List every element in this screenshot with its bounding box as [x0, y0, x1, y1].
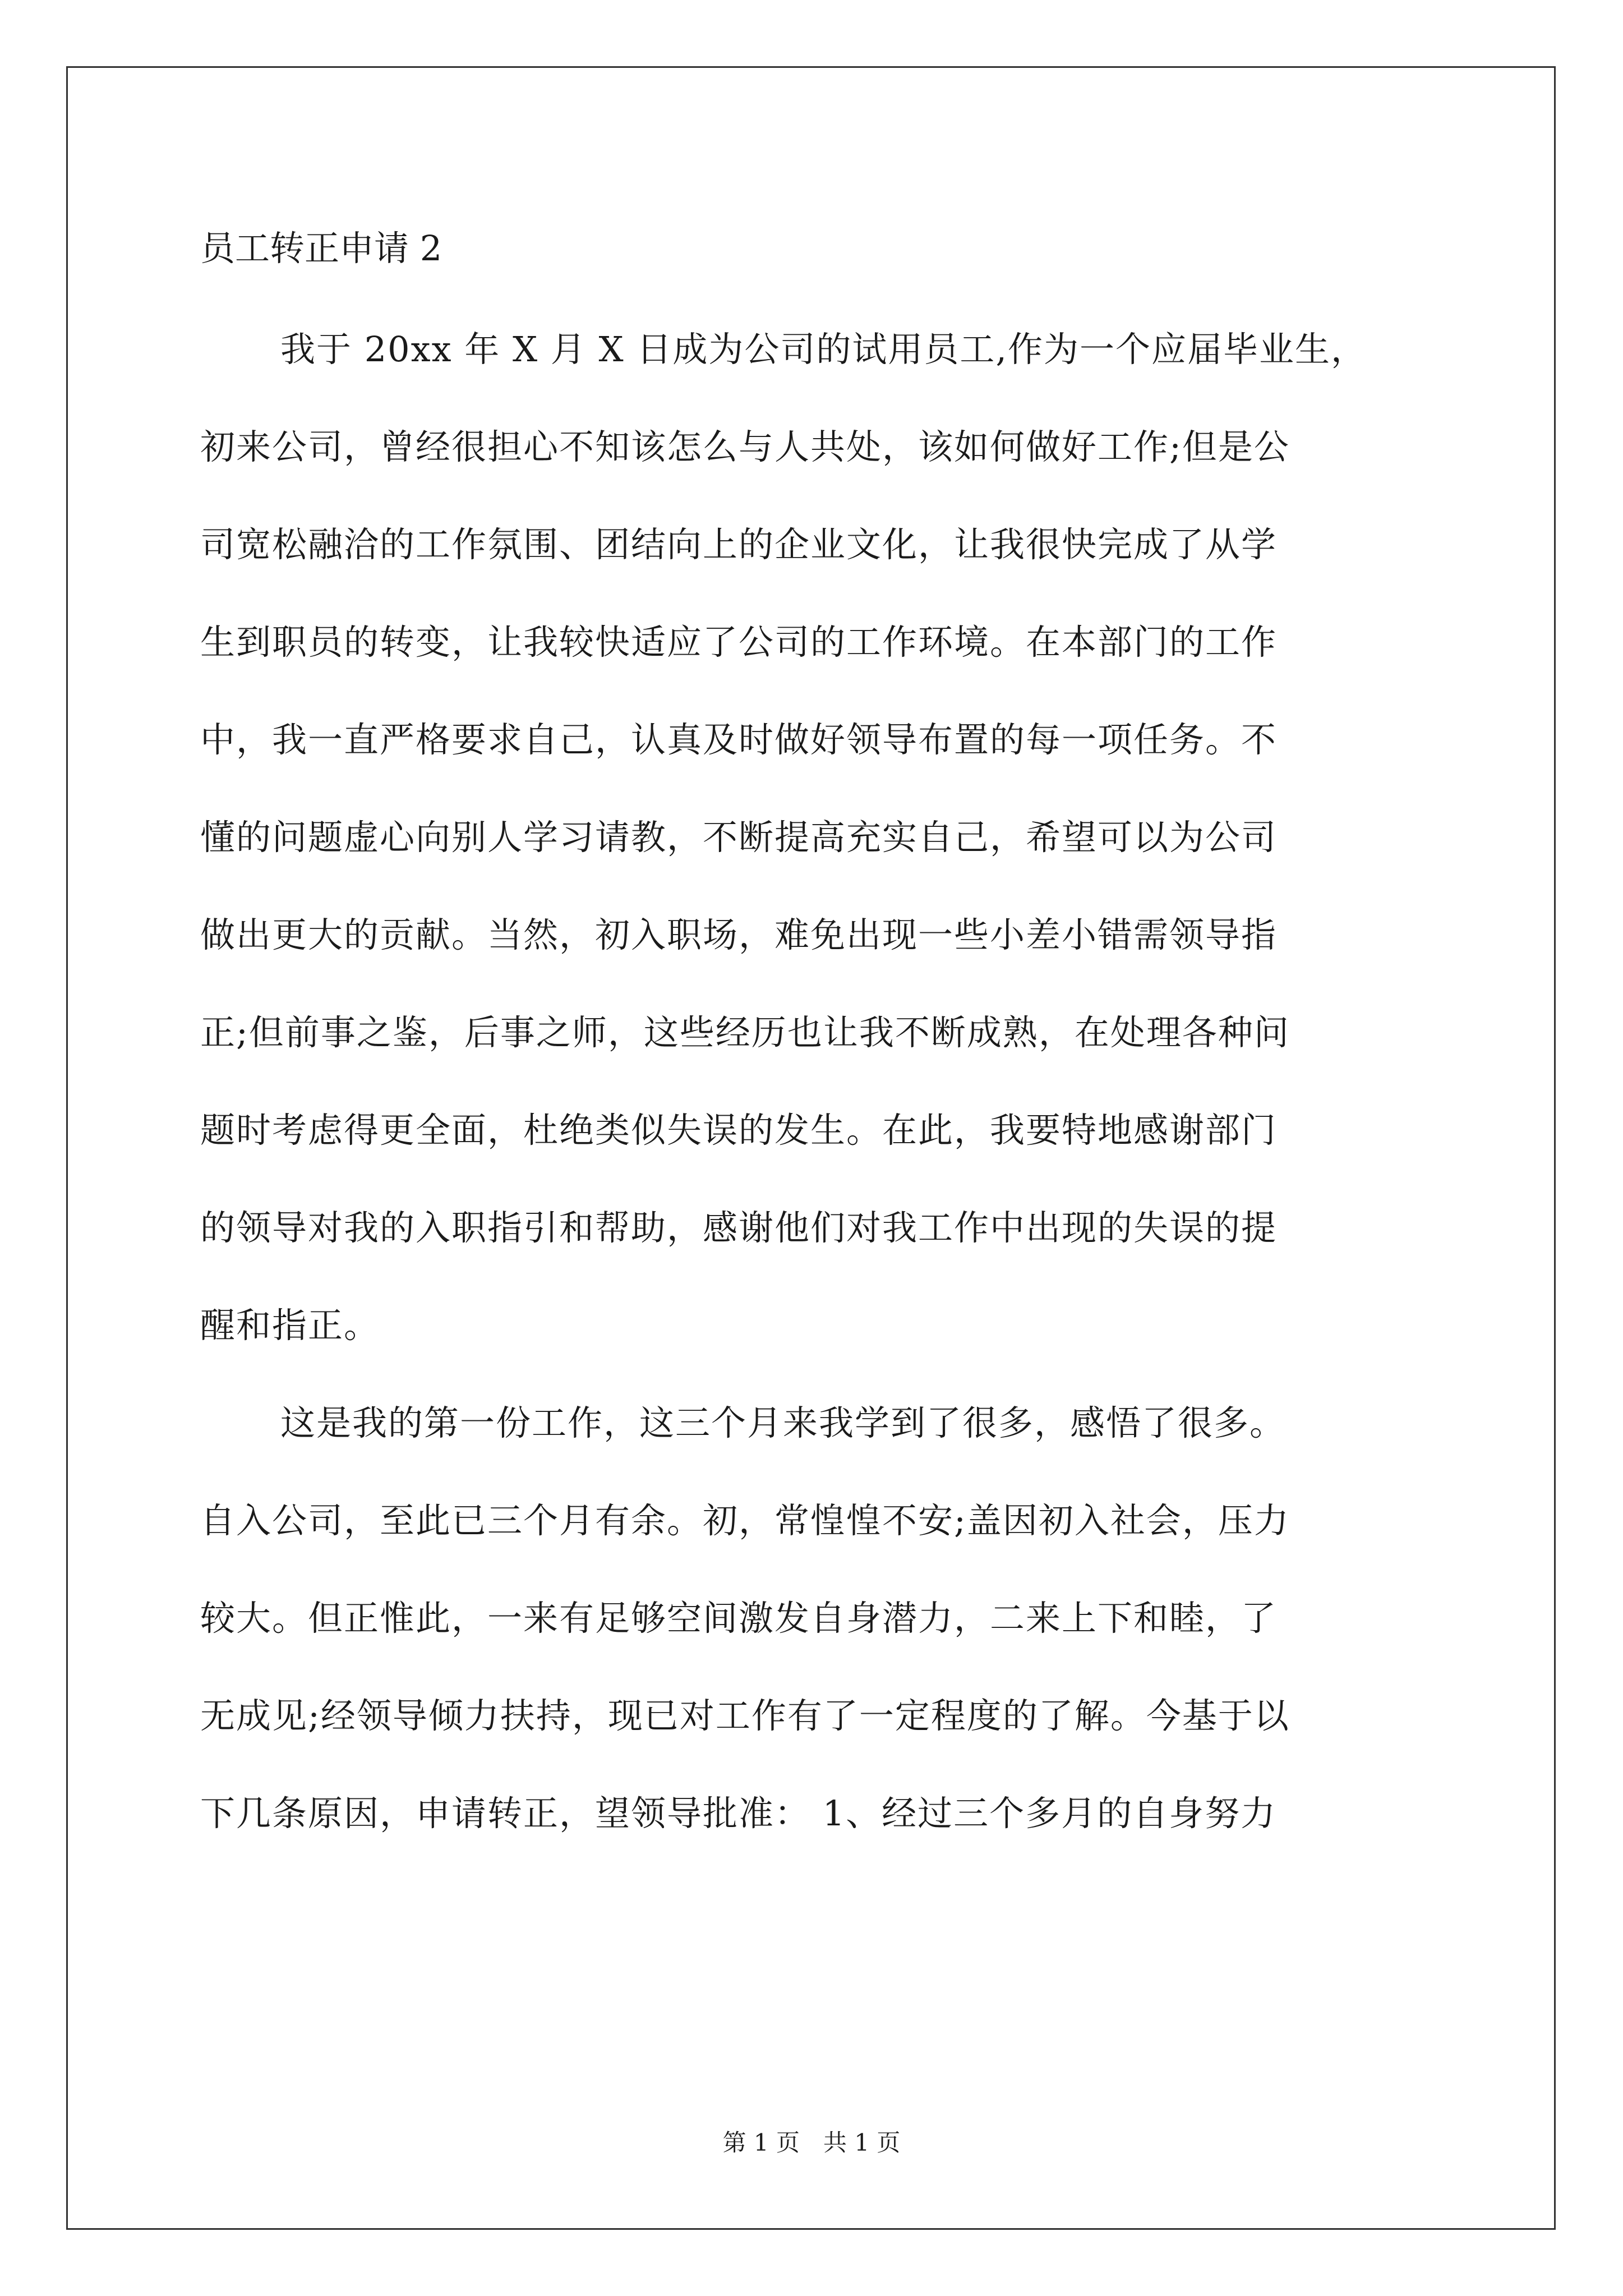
text-line: 无成见;经领导倾力扶持，现已对工作有了一定程度的了解。今基于以: [200, 1695, 1290, 1736]
text-line: 题时考虑得更全面，杜绝类似失误的发生。在此，我要特地感谢部门: [200, 1110, 1278, 1151]
text-line: 我于 20xx 年 X 月 X 日成为公司的试用员工,作为一个应届毕业生，: [280, 329, 1367, 370]
text-line: 中，我一直严格要求自己，认真及时做好领导布置的每一项任务。不: [200, 719, 1278, 760]
text-line: 这是我的第一份工作，这三个月来我学到了很多，感悟了很多。: [280, 1402, 1286, 1443]
text-line: 司宽松融洽的工作氛围、团结向上的企业文化，让我很快完成了从学: [200, 524, 1278, 565]
text-line: 较大。但正惟此，一来有足够空间激发自身潜力，二来上下和睦，了: [200, 1598, 1278, 1639]
text-line: 醒和指正。: [200, 1305, 380, 1346]
text-line: 初来公司，曾经很担心不知该怎么与人共处，该如何做好工作;但是公: [200, 426, 1290, 467]
text-line: 生到职员的转变，让我较快适应了公司的工作环境。在本部门的工作: [200, 622, 1278, 662]
document-title: 员工转正申请 2: [200, 228, 442, 269]
text-line: 的领导对我的入职指引和帮助，感谢他们对我工作中出现的失误的提: [200, 1207, 1278, 1248]
text-line: 自入公司，至此已三个月有余。初，常惶惶不安;盖因初入社会，压力: [200, 1500, 1290, 1541]
page-footer: 第 1 页 共 1 页: [722, 2129, 901, 2156]
text-line: 下几条原因，申请转正，望领导批准： 1、经过三个多月的自身努力: [200, 1793, 1277, 1834]
text-line: 正;但前事之鉴，后事之师，这些经历也让我不断成熟，在处理各种问: [200, 1012, 1290, 1053]
text-line: 懂的问题虚心向别人学习请教，不断提高充实自己，希望可以为公司: [200, 817, 1278, 858]
text-line: 做出更大的贡献。当然，初入职场，难免出现一些小差小错需领导指: [200, 914, 1278, 955]
